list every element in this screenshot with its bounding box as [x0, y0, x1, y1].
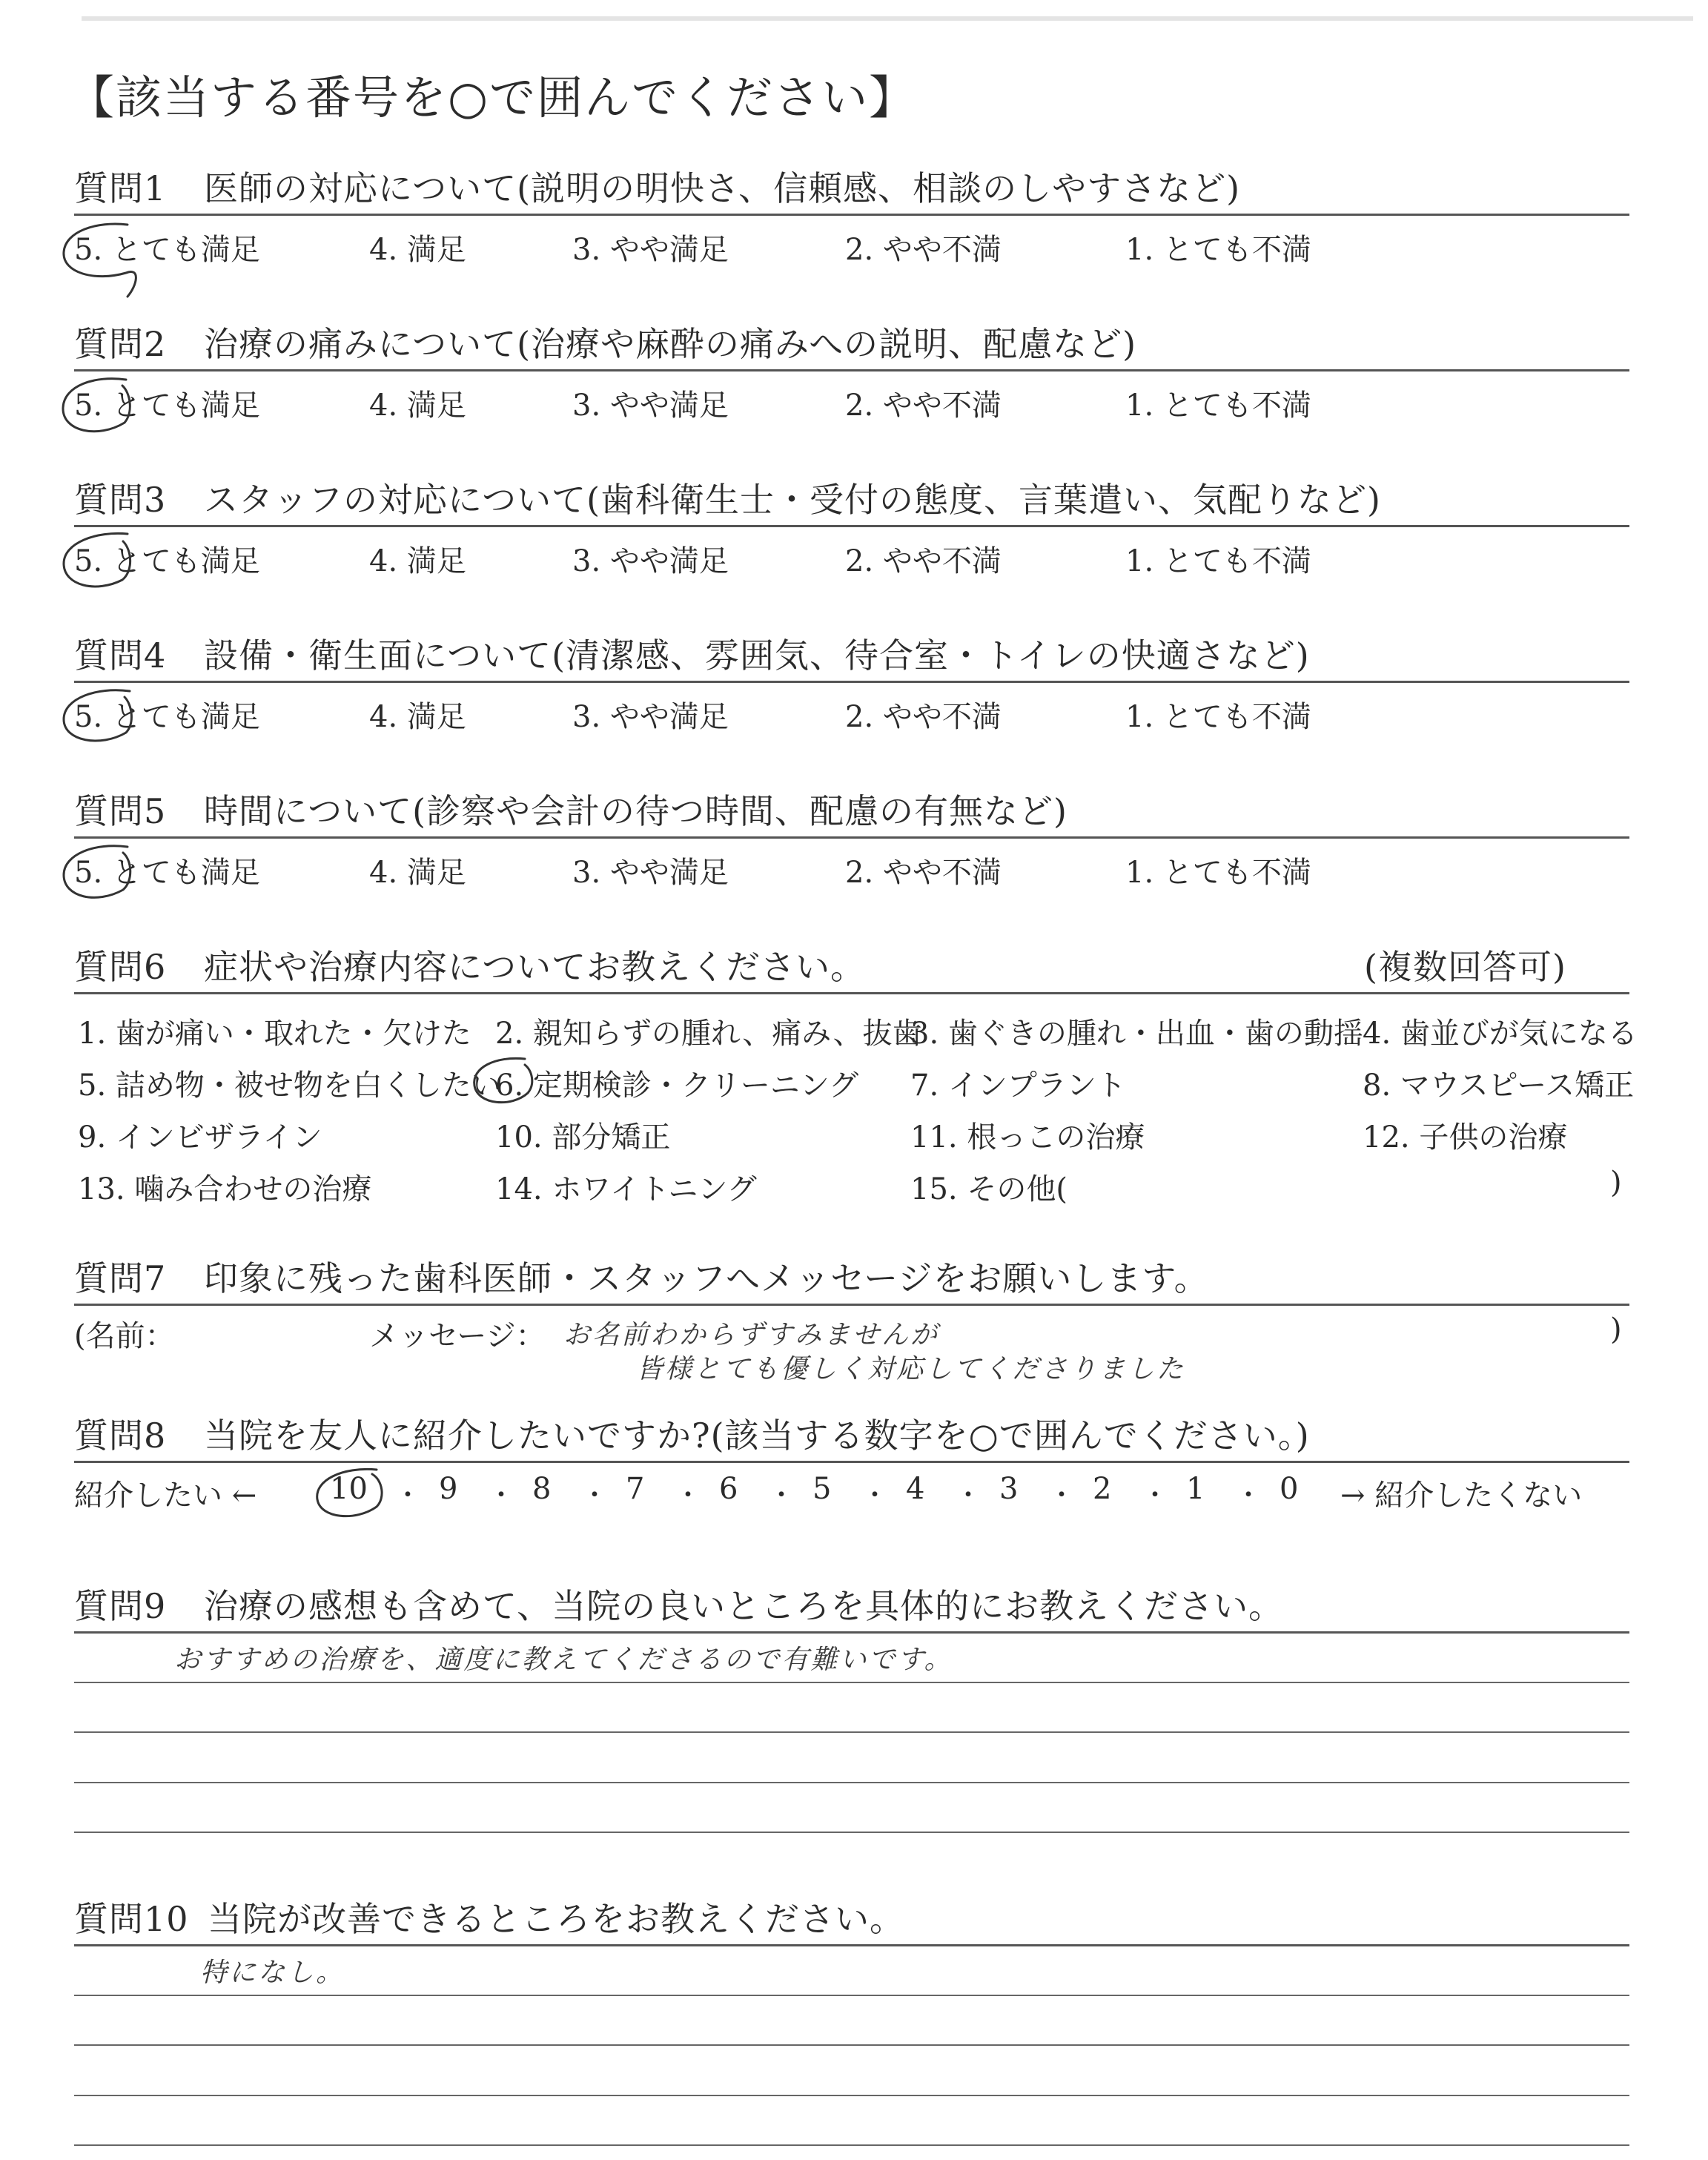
q1-label: 質問1: [74, 168, 167, 208]
q6-option-8[interactable]: 8. マウスピース矯正: [1363, 1069, 1635, 1103]
q7-message-line-1[interactable]: お名前わからずすみませんが: [563, 1320, 940, 1350]
q8-scale-dot: ・: [488, 1480, 515, 1510]
q3-option-1[interactable]: 1. とても不満: [1125, 544, 1311, 578]
q6-option-9[interactable]: 9. インビザライン: [78, 1120, 322, 1155]
q1-option-2[interactable]: 2. やや不満: [845, 233, 1002, 267]
q7-close-paren: ): [1610, 1312, 1622, 1347]
q8-scale-dot: ・: [1235, 1480, 1262, 1510]
q10-rule: [74, 1944, 1629, 1946]
q7-message-label: メッセージ：: [369, 1319, 546, 1353]
q10-answer-line: [74, 2144, 1629, 2146]
q4-label: 質問4: [74, 635, 167, 676]
q1-option-5[interactable]: 5. とても満足: [74, 233, 260, 267]
q10-answer[interactable]: 特になし。: [200, 1958, 345, 1988]
q1-option-1[interactable]: 1. とても不満: [1125, 233, 1311, 267]
q9-answer-line: [74, 1731, 1629, 1733]
q5-option-4[interactable]: 4. 満足: [369, 856, 466, 890]
q8-scale-10[interactable]: 10: [330, 1472, 368, 1506]
q2-rule: [74, 369, 1629, 371]
q8-scale-7[interactable]: 7: [626, 1472, 645, 1506]
q4-rule: [74, 681, 1629, 683]
q4-option-5[interactable]: 5. とても満足: [74, 700, 260, 734]
q8-scale-9[interactable]: 9: [439, 1472, 458, 1506]
q7-message-line-2[interactable]: 皆様とても優しく対応してくださりました: [636, 1354, 1186, 1384]
q4-option-1[interactable]: 1. とても不満: [1125, 700, 1311, 734]
q5-option-2[interactable]: 2. やや不満: [845, 856, 1002, 890]
q8-scale-dot: ・: [394, 1480, 422, 1510]
q8-scale-dot: ・: [861, 1480, 889, 1510]
q10-answer-line: [74, 1995, 1629, 1996]
q5-option-3[interactable]: 3. やや満足: [572, 856, 729, 890]
q6-option-4[interactable]: 4. 歯並びが気になる: [1363, 1017, 1638, 1051]
q6-option-13[interactable]: 13. 噛み合わせの治療: [78, 1172, 372, 1206]
q8-scale-dot: ・: [955, 1480, 982, 1510]
q3-option-2[interactable]: 2. やや不満: [845, 544, 1002, 578]
q8-scale-dot: ・: [768, 1480, 795, 1510]
q7-name-label: (名前：: [74, 1319, 175, 1353]
q2-option-1[interactable]: 1. とても不満: [1125, 389, 1311, 423]
q8-scale-dot: ・: [675, 1480, 702, 1510]
q1-option-3[interactable]: 3. やや満足: [572, 233, 729, 267]
q2-option-2[interactable]: 2. やや不満: [845, 389, 1002, 423]
q2-option-3[interactable]: 3. やや満足: [572, 389, 729, 423]
q8-scale-0[interactable]: 0: [1280, 1472, 1299, 1506]
q8-scale-dot: ・: [1048, 1480, 1076, 1510]
q6-label: 質問6: [74, 947, 167, 987]
q6-option-15-close-paren: ): [1610, 1166, 1622, 1200]
q6-option-3[interactable]: 3. 歯ぐきの腫れ・出血・歯の動揺: [910, 1017, 1363, 1051]
q8-left-label: 紹介したい ←: [74, 1479, 257, 1513]
q3-text: スタッフの対応について(歯科衛生士・受付の態度、言葉遣い、気配りなど): [204, 480, 1381, 520]
q9-answer-line: [74, 1782, 1629, 1783]
q1-text: 医師の対応について(説明の明快さ、信頼感、相談のしやすさなど): [204, 168, 1241, 208]
q5-label: 質問5: [74, 791, 167, 831]
q10-answer-line: [74, 2044, 1629, 2046]
q6-text: 症状や治療内容についてお教えください。: [204, 947, 866, 987]
q10-label: 質問10: [74, 1899, 189, 1939]
q8-scale-dot: ・: [581, 1480, 609, 1510]
q5-rule: [74, 836, 1629, 839]
q5-option-1[interactable]: 1. とても不満: [1125, 856, 1311, 890]
q7-label: 質問7: [74, 1258, 167, 1298]
q4-text: 設備・衛生面について(清潔感、雰囲気、待合室・トイレの快適さなど): [204, 635, 1310, 676]
q7-rule: [74, 1304, 1629, 1306]
q9-label: 質問9: [74, 1586, 167, 1626]
q6-option-6[interactable]: 6. 定期検診・クリーニング: [495, 1069, 859, 1103]
q9-answer[interactable]: おすすめの治療を、適度に教えてくださるので有難いです。: [174, 1645, 953, 1675]
q6-option-1[interactable]: 1. 歯が痛い・取れた・欠けた: [78, 1017, 471, 1051]
q8-right-label: → 紹介したくない: [1340, 1479, 1583, 1513]
q8-scale-8[interactable]: 8: [532, 1472, 552, 1506]
page-title: 【該当する番号を○で囲んでください】: [68, 70, 917, 125]
q9-rule: [74, 1631, 1629, 1634]
q10-text: 当院が改善できるところをお教えください。: [208, 1899, 904, 1939]
q2-option-5[interactable]: 5. とても満足: [74, 389, 260, 423]
q1-rule: [74, 214, 1629, 216]
q2-text: 治療の痛みについて(治療や麻酔の痛みへの説明、配慮など): [204, 324, 1137, 364]
q6-rule: [74, 992, 1629, 994]
q4-option-4[interactable]: 4. 満足: [369, 700, 466, 734]
q6-option-10[interactable]: 10. 部分矯正: [495, 1120, 671, 1155]
q8-text: 当院を友人に紹介したいですか?(該当する数字を○で囲んでください。): [204, 1416, 1310, 1456]
q8-scale-1[interactable]: 1: [1186, 1472, 1205, 1506]
q3-rule: [74, 525, 1629, 527]
q8-scale-5[interactable]: 5: [812, 1472, 832, 1506]
q5-option-5[interactable]: 5. とても満足: [74, 856, 260, 890]
q8-scale-2[interactable]: 2: [1093, 1472, 1112, 1506]
q3-option-4[interactable]: 4. 満足: [369, 544, 466, 578]
q6-option-14[interactable]: 14. ホワイトニング: [495, 1172, 757, 1206]
q6-option-2[interactable]: 2. 親知らずの腫れ、痛み、抜歯: [495, 1017, 922, 1051]
q8-scale-dot: ・: [1142, 1480, 1169, 1510]
q7-text: 印象に残った歯科医師・スタッフへメッセージをお願いします。: [204, 1258, 1209, 1298]
q6-option-15[interactable]: 15. その他(: [910, 1172, 1068, 1206]
q1-option-4[interactable]: 4. 満足: [369, 233, 466, 267]
q8-rule: [74, 1461, 1629, 1463]
q9-answer-line: [74, 1682, 1629, 1683]
scan-edge: [82, 16, 1693, 21]
q8-scale-4[interactable]: 4: [906, 1472, 925, 1506]
q2-label: 質問2: [74, 324, 167, 364]
q4-option-3[interactable]: 3. やや満足: [572, 700, 729, 734]
q6-option-12[interactable]: 12. 子供の治療: [1363, 1120, 1568, 1155]
q5-text: 時間について(診察や会計の待つ時間、配慮の有無など): [204, 791, 1068, 831]
q10-answer-line: [74, 2095, 1629, 2096]
q9-text: 治療の感想も含めて、当院の良いところを具体的にお教えください。: [204, 1586, 1284, 1626]
q3-label: 質問3: [74, 480, 167, 520]
q3-option-3[interactable]: 3. やや満足: [572, 544, 729, 578]
q4-option-2[interactable]: 2. やや不満: [845, 700, 1002, 734]
q3-option-5[interactable]: 5. とても満足: [74, 544, 260, 578]
q6-multi-answer-note: (複数回答可): [1364, 947, 1566, 987]
q6-option-7[interactable]: 7. インプラント: [910, 1069, 1126, 1103]
q6-option-5[interactable]: 5. 詰め物・被せ物を白くしたい: [78, 1069, 501, 1103]
q9-answer-line: [74, 1832, 1629, 1833]
q8-scale-6[interactable]: 6: [719, 1472, 738, 1506]
q2-option-4[interactable]: 4. 満足: [369, 389, 466, 423]
q8-scale-3[interactable]: 3: [999, 1472, 1019, 1506]
q8-label: 質問8: [74, 1416, 167, 1456]
q6-option-11[interactable]: 11. 根っこの治療: [910, 1120, 1145, 1155]
